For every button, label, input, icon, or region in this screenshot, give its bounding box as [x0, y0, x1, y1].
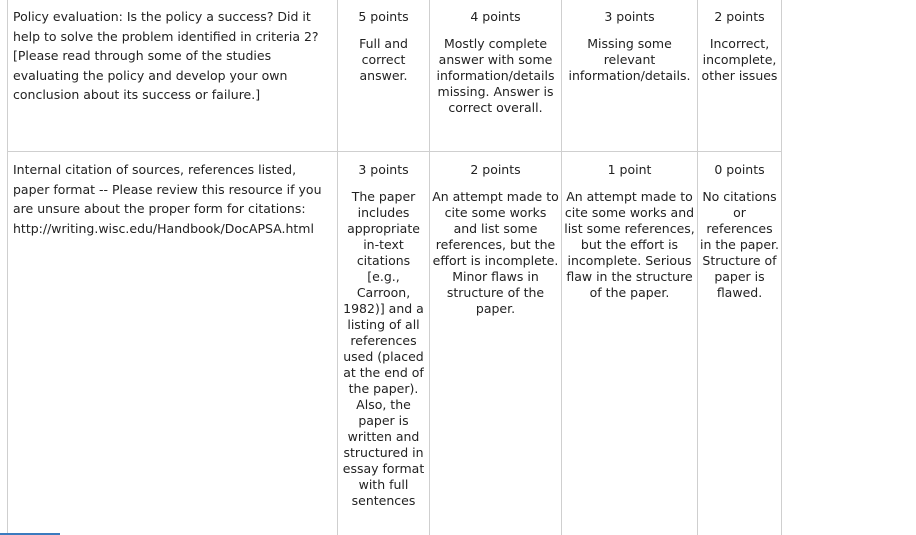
- score-cell: [698, 0, 782, 152]
- score-description: Incorrect, incomplete, other issues: [701, 36, 778, 83]
- score-points: 1 point: [607, 162, 652, 177]
- score-description: An attempt made to cite some works and list some references, but the effort is incomplete. Minor flaws in structure of the paper.: [432, 189, 559, 316]
- score-description: Mostly complete answer with some information/details missing. Answer is correct overall.: [436, 36, 555, 115]
- score-description: No citations or references in the paper. Structure of paper is flawed.: [699, 189, 780, 300]
- score-points: 3 points: [604, 9, 655, 24]
- score-points: 4 points: [470, 9, 521, 24]
- score-cell: [430, 0, 562, 152]
- rubric-row-citations: [8, 152, 782, 535]
- rubric-table: [7, 0, 782, 535]
- score-points: 0 points: [714, 162, 765, 177]
- score-points: 3 points: [358, 162, 409, 177]
- score-description: An attempt made to cite some works and list some references, but the effort is incomplete. Serious flaw in the structure of the paper.: [564, 189, 695, 300]
- score-description: Full and correct answer.: [359, 36, 408, 83]
- score-cell: [562, 152, 698, 535]
- score-description: Missing some relevant information/details.: [568, 36, 691, 83]
- criteria-cell: Internal citation of sources, references listed, paper format -- Please review this resource if you are unsure about the proper form for citations: http://writing.wisc.edu/Handbook/DocAPSA.html: [8, 152, 338, 535]
- score-cell: [562, 0, 698, 152]
- score-cell: [338, 152, 430, 535]
- score-cell: [698, 152, 782, 535]
- score-points: 5 points: [358, 9, 409, 24]
- score-description: The paper includes appropriate in-text citations [e.g., Carroon, 1982)] and a listing of all references used (placed at the end of the paper). Also, the paper is written and structured in essay format with full sentences: [342, 189, 425, 508]
- score-points: 2 points: [714, 9, 765, 24]
- score-points: 2 points: [470, 162, 521, 177]
- score-cell: [430, 152, 562, 535]
- score-cell: [338, 0, 430, 152]
- criteria-cell: Policy evaluation: Is the policy a success? Did it help to solve the problem identified in criteria 2? [Please read through some of the studies evaluating the policy and develop your own conclusion about its success or failure.]: [8, 0, 338, 152]
- rubric-row-policy-evaluation: [8, 0, 782, 152]
